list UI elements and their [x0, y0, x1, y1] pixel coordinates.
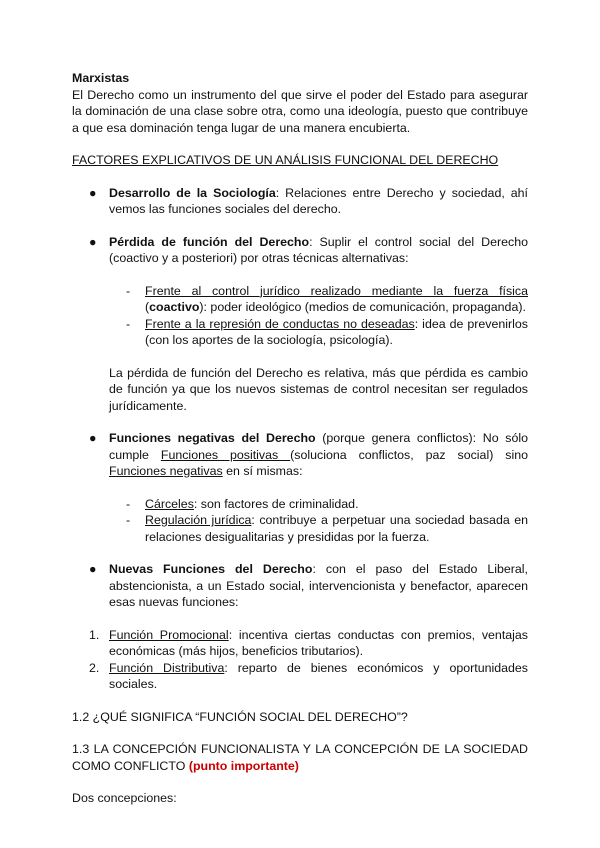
factores-heading: FACTORES EXPLICATIVOS DE UN ANÁLISIS FUNCIONAL DEL DERECHO: [72, 153, 499, 167]
dash-icon: -: [126, 496, 131, 511]
negativas-sub2-text: : contribuye a perpetuar una sociedad basada en relaciones desigualitarias y presididas por la fuerza.: [145, 513, 528, 544]
numbered-item-distributiva: [72, 660, 528, 693]
dash-icon: -: [126, 513, 131, 527]
bullet-desarrollo: [72, 185, 528, 218]
heading-1-3-text: 1.3 LA CONCEPCIÓN FUNCIONALISTA Y LA CONCEPCIÓN DE LA SOCIEDAD COMO CONFLICTO: [72, 742, 528, 773]
perdida-sub-1: [72, 283, 528, 316]
negativas-negativas-term: Funciones negativas: [109, 464, 223, 478]
negativas-sub2-underlined: Regulación jurídica: [145, 513, 252, 527]
negativas-text3: en sí mismas:: [222, 464, 303, 478]
list-number: 2.: [89, 660, 100, 675]
perdida-sub1-bold: coactivo: [149, 300, 200, 314]
perdida-sub1-pre: (: [145, 300, 150, 314]
nuevas-text: : con el paso del Estado Liberal, abstencionista, a un Estado social, intervencionista y benefactor, aparecen esas nuevas funciones:: [109, 562, 528, 609]
bullet-icon: ●: [89, 431, 97, 445]
perdida-sub2-underlined: Frente a la represión de conductas no deseadas: [145, 316, 415, 331]
promocional-term: Función Promocional: [109, 627, 229, 642]
perdida-term: Pérdida de función del Derecho: [109, 234, 310, 249]
negativas-positivas-link: Funciones positivas: [160, 447, 291, 462]
marxistas-paragraph: El Derecho como un instrumento del que sirve el poder del Estado para asegurar la dominación de una clase sobre otra, como una ideología, puesto que contribuye a que esa dominación tenga lugar de una manera encubierta.: [72, 87, 528, 135]
important-marker: (punto importante): [188, 758, 299, 773]
negativas-term: Funciones negativas del Derecho: [109, 431, 316, 445]
distributiva-text: : reparto de bienes económicos y oportunidades sociales.: [109, 660, 529, 691]
perdida-sub1-underlined: Frente al control jurídico realizado mediante la fuerza física: [145, 283, 528, 298]
bullet-perdida: [72, 234, 528, 267]
bullet-icon: ●: [89, 234, 97, 249]
negativas-sub-1: [72, 496, 528, 513]
list-number: 1.: [89, 627, 100, 642]
nuevas-term: Nuevas Funciones del Derecho: [109, 562, 313, 576]
document-page: [72, 70, 528, 807]
perdida-sub1-post: ): poder ideológico (medios de comunicación, propaganda).: [199, 300, 526, 314]
negativas-text2: (soluciona conflictos, paz social) sino: [290, 447, 528, 462]
distributiva-term: Función Distributiva: [109, 660, 225, 675]
bullet-icon: ●: [89, 185, 97, 200]
bullet-icon: ●: [89, 562, 97, 576]
negativas-sub-2: [72, 512, 528, 545]
numbered-item-promocional: [72, 627, 528, 660]
negativas-sub1-text: : son factores de criminalidad.: [193, 496, 359, 511]
desarrollo-term: Desarrollo de la Sociología: [109, 185, 276, 200]
bullet-negativas: [72, 430, 528, 480]
negativas-text1: (porque genera conflictos): No sólo cumple: [109, 431, 528, 462]
perdida-note: La pérdida de función del Derecho es relativa, más que pérdida es cambio de función ya que los nuevos sistemas de control necesitan ser regulados jurídicamente.: [109, 365, 528, 413]
perdida-text: : Suplir el control social del Derecho (coactivo y a posteriori) por otras técnicas alternativas:: [109, 234, 528, 265]
negativas-sub1-underlined: Cárceles: [145, 496, 194, 511]
dos-concepciones: Dos concepciones:: [72, 791, 177, 805]
bullet-nuevas: [72, 561, 528, 611]
dash-icon: -: [126, 316, 131, 331]
perdida-sub2-text: : idea de prevenirlos (con los aportes de la sociología, psicología).: [145, 316, 528, 347]
perdida-sub-2: [72, 316, 528, 349]
marxistas-title: Marxistas: [72, 71, 130, 85]
heading-1-3: [72, 741, 528, 774]
dash-icon: -: [126, 283, 131, 298]
heading-1-2: 1.2 ¿QUÉ SIGNIFICA “FUNCIÓN SOCIAL DEL DERECHO”?: [72, 709, 408, 724]
desarrollo-text: : Relaciones entre Derecho y sociedad, ahí vemos las funciones sociales del derecho.: [109, 185, 529, 216]
promocional-text: : incentiva ciertas conductas con premios, ventajas económicas (más hijos, beneficios tributarios).: [109, 627, 528, 658]
